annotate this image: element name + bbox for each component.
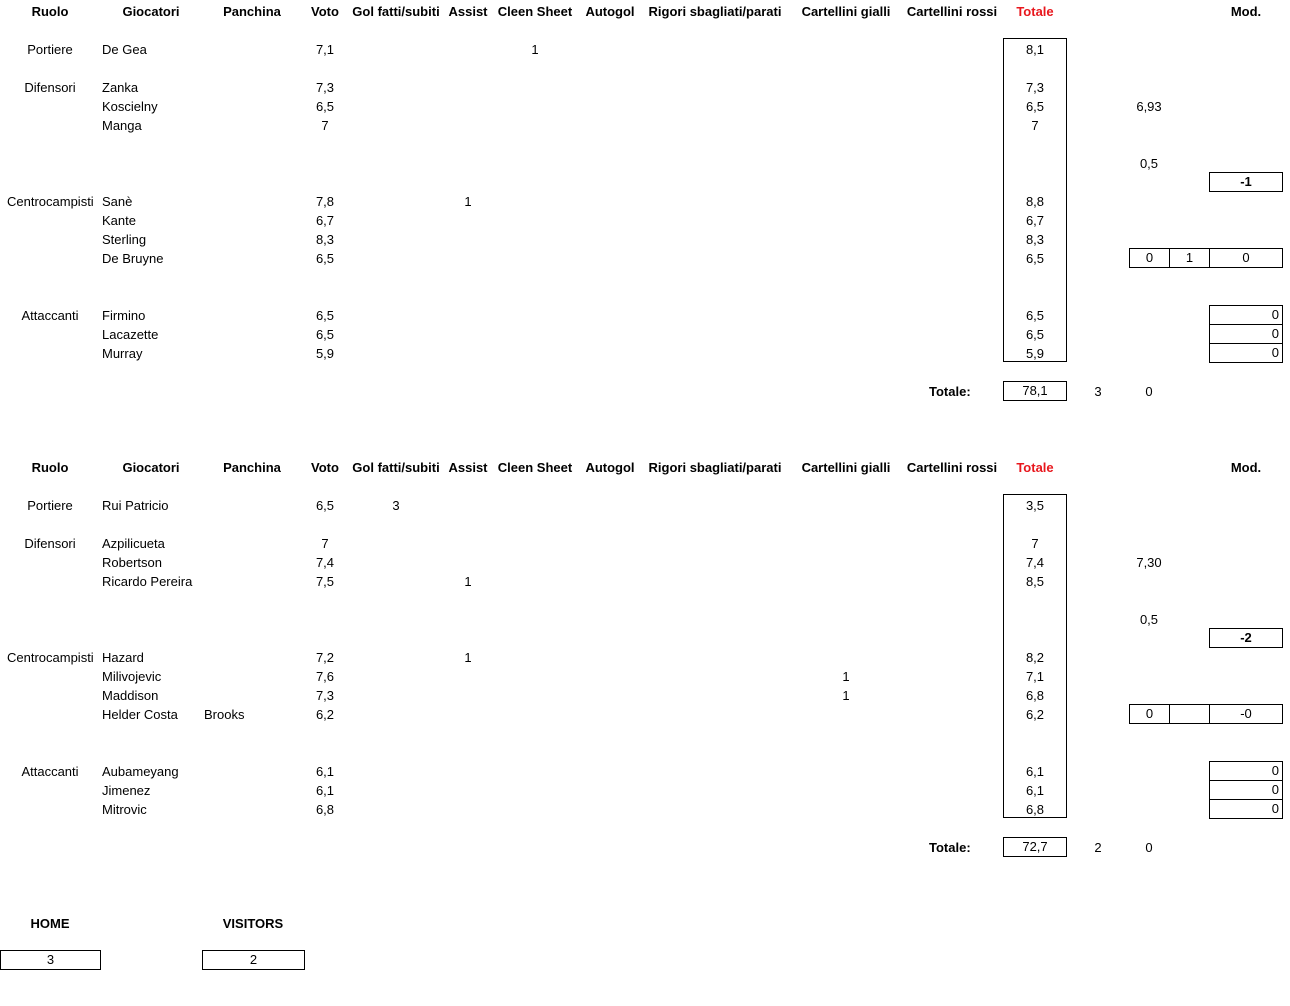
header-cleen: Cleen Sheet xyxy=(497,460,573,475)
mod-defense-cell: -2 xyxy=(1209,628,1283,648)
mod-mid-cell: 0 xyxy=(1129,704,1170,724)
mod-att-cell: 0 xyxy=(1209,780,1283,800)
header-rigori: Rigori sbagliati/parati xyxy=(648,460,782,475)
header-gialli: Cartellini gialli xyxy=(801,4,891,19)
player-voto: 5,9 xyxy=(315,346,335,361)
player-voto: 7,8 xyxy=(315,194,335,209)
role-difensori: Difensori xyxy=(24,80,76,95)
player-voto: 8,3 xyxy=(315,232,335,247)
role-centrocampisti: Centrocampisti xyxy=(7,650,94,665)
header-voto: Voto xyxy=(311,460,339,475)
header-mod: Mod. xyxy=(1230,460,1262,475)
player-name: Jimenez xyxy=(102,783,151,798)
role-attaccanti: Attaccanti xyxy=(21,308,79,323)
header-totale: Totale xyxy=(1016,460,1054,475)
player-voto: 6,5 xyxy=(315,99,335,114)
player-name: Helder Costa xyxy=(102,707,178,722)
goals-value: 2 xyxy=(1094,840,1102,855)
extra-value: 0 xyxy=(1145,840,1153,855)
player-name: Murray xyxy=(102,346,143,361)
header-autogol: Autogol xyxy=(585,4,635,19)
player-totale: 6,5 xyxy=(1025,308,1045,323)
home-score: 3 xyxy=(0,950,101,970)
player-name: Kante xyxy=(102,213,136,228)
player-totale: 7 xyxy=(1031,118,1039,133)
player-totale: 5,9 xyxy=(1025,346,1045,361)
header-rossi: Cartellini rossi xyxy=(906,4,998,19)
goals-value: 3 xyxy=(1094,384,1102,399)
player-assist: 1 xyxy=(464,194,472,209)
player-totale: 7,3 xyxy=(1025,80,1045,95)
player-totale: 3,5 xyxy=(1025,498,1045,513)
player-totale: 8,3 xyxy=(1025,232,1045,247)
header-giocatori: Giocatori xyxy=(122,4,180,19)
player-name: Ricardo Pereira xyxy=(102,574,193,589)
defense-average: 7,30 xyxy=(1136,555,1162,570)
player-name: Mitrovic xyxy=(102,802,147,817)
player-name: Firmino xyxy=(102,308,146,323)
player-name: Rui Patricio xyxy=(102,498,169,513)
player-name: Azpilicueta xyxy=(102,536,165,551)
player-voto: 7,2 xyxy=(315,650,335,665)
player-voto: 7,6 xyxy=(315,669,335,684)
player-totale: 8,5 xyxy=(1025,574,1045,589)
role-difensori: Difensori xyxy=(24,536,76,551)
player-assist: 1 xyxy=(464,574,472,589)
player-totale: 6,5 xyxy=(1025,327,1045,342)
header-voto: Voto xyxy=(311,4,339,19)
player-name: De Bruyne xyxy=(102,251,164,266)
mod-att-cell: 0 xyxy=(1209,343,1283,363)
mod-att-cell: 0 xyxy=(1209,761,1283,781)
player-voto: 6,5 xyxy=(315,327,335,342)
player-cleen-sheet: 1 xyxy=(531,42,539,57)
player-voto: 7,3 xyxy=(315,80,335,95)
player-totale: 8,1 xyxy=(1025,42,1045,57)
header-ruolo: Ruolo xyxy=(31,4,69,19)
player-totale: 6,5 xyxy=(1025,251,1045,266)
header-rossi: Cartellini rossi xyxy=(906,460,998,475)
mod-mid-cell xyxy=(1169,704,1210,724)
player-gialli: 1 xyxy=(842,669,850,684)
header-cleen: Cleen Sheet xyxy=(497,4,573,19)
player-totale: 6,7 xyxy=(1025,213,1045,228)
header-autogol: Autogol xyxy=(585,460,635,475)
player-gol: 3 xyxy=(392,498,400,513)
player-voto: 6,5 xyxy=(315,498,335,513)
mod-att-cell: 0 xyxy=(1209,305,1283,325)
header-panchina: Panchina xyxy=(223,4,281,19)
player-totale: 7,4 xyxy=(1025,555,1045,570)
mod-mid-cell: 0 xyxy=(1209,248,1283,268)
player-voto: 6,5 xyxy=(315,251,335,266)
player-voto: 6,1 xyxy=(315,783,335,798)
player-voto: 7,4 xyxy=(315,555,335,570)
header-assist: Assist xyxy=(448,4,488,19)
player-name: Sanè xyxy=(102,194,133,209)
totale-label: Totale: xyxy=(929,384,971,399)
player-totale: 6,2 xyxy=(1025,707,1045,722)
player-name: Koscielny xyxy=(102,99,158,114)
header-assist: Assist xyxy=(448,460,488,475)
player-name: Aubameyang xyxy=(102,764,179,779)
header-gol: Gol fatti/subiti xyxy=(352,4,440,19)
player-totale: 8,8 xyxy=(1025,194,1045,209)
visitors-label: VISITORS xyxy=(222,916,284,931)
header-gialli: Cartellini gialli xyxy=(801,460,891,475)
player-name: Hazard xyxy=(102,650,144,665)
role-attaccanti: Attaccanti xyxy=(21,764,79,779)
mod-att-cell: 0 xyxy=(1209,324,1283,344)
player-totale: 7 xyxy=(1031,536,1039,551)
player-voto: 7 xyxy=(321,536,329,551)
role-centrocampisti: Centrocampisti xyxy=(7,194,94,209)
header-ruolo: Ruolo xyxy=(31,460,69,475)
role-portiere: Portiere xyxy=(27,498,73,513)
player-name: Zanka xyxy=(102,80,139,95)
mod-defense-cell: -1 xyxy=(1209,172,1283,192)
player-voto: 7,1 xyxy=(315,42,335,57)
header-panchina: Panchina xyxy=(223,460,281,475)
mod-mid-cell: 1 xyxy=(1169,248,1210,268)
header-gol: Gol fatti/subiti xyxy=(352,460,440,475)
player-voto: 7,3 xyxy=(315,688,335,703)
totale-value: 72,7 xyxy=(1003,837,1067,857)
home-label: HOME xyxy=(30,916,70,931)
mod-mid-cell: 0 xyxy=(1129,248,1170,268)
player-voto: 6,5 xyxy=(315,308,335,323)
player-totale: 7,1 xyxy=(1025,669,1045,684)
player-name: De Gea xyxy=(102,42,147,57)
player-name: Lacazette xyxy=(102,327,159,342)
totale-value: 78,1 xyxy=(1003,381,1067,401)
player-name: Robertson xyxy=(102,555,162,570)
player-totale: 6,1 xyxy=(1025,783,1045,798)
player-totale: 6,5 xyxy=(1025,99,1045,114)
defense-bonus: 0,5 xyxy=(1139,612,1159,627)
extra-value: 0 xyxy=(1145,384,1153,399)
header-mod: Mod. xyxy=(1230,4,1262,19)
visitors-score: 2 xyxy=(202,950,305,970)
player-totale: 6,8 xyxy=(1025,802,1045,817)
player-voto: 6,1 xyxy=(315,764,335,779)
player-name: Manga xyxy=(102,118,142,133)
defense-average: 6,93 xyxy=(1136,99,1162,114)
player-name: Maddison xyxy=(102,688,159,703)
totale-label: Totale: xyxy=(929,840,971,855)
player-voto: 6,7 xyxy=(315,213,335,228)
defense-bonus: 0,5 xyxy=(1139,156,1159,171)
player-name: Milivojevic xyxy=(102,669,162,684)
mod-att-cell: 0 xyxy=(1209,799,1283,819)
player-totale: 6,1 xyxy=(1025,764,1045,779)
player-voto: 7 xyxy=(321,118,329,133)
player-voto: 6,8 xyxy=(315,802,335,817)
header-giocatori: Giocatori xyxy=(122,460,180,475)
player-voto: 7,5 xyxy=(315,574,335,589)
player-totale: 8,2 xyxy=(1025,650,1045,665)
player-name: Sterling xyxy=(102,232,147,247)
header-rigori: Rigori sbagliati/parati xyxy=(648,4,782,19)
player-panchina: Brooks xyxy=(204,707,245,722)
mod-mid-cell: -0 xyxy=(1209,704,1283,724)
player-gialli: 1 xyxy=(842,688,850,703)
player-assist: 1 xyxy=(464,650,472,665)
player-voto: 6,2 xyxy=(315,707,335,722)
header-totale: Totale xyxy=(1016,4,1054,19)
player-totale: 6,8 xyxy=(1025,688,1045,703)
role-portiere: Portiere xyxy=(27,42,73,57)
